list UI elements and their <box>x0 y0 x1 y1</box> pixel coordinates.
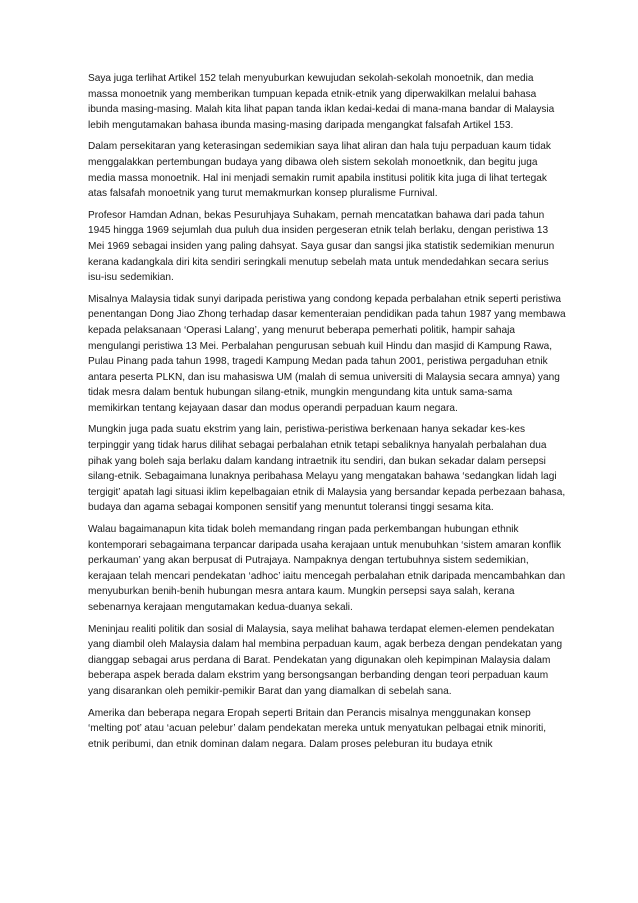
document-body <box>88 71 566 758</box>
paragraph-4: Misalnya Malaysia tidak sunyi daripada peristiwa yang condong kepada perbalahan etnik seperti peristiwa penentangan Dong Jiao Zhong terhadap dasar kementeraian pendidikan pada tahun 1987 yang membawa kepada pelaksanaan ‘Operasi Lalang’, yang menurut beberapa pemerhati politik, hampir sahaja mengulangi peristiwa 13 Mei. Perbalahan pengurusan sebuah kuil Hindu dan masjid di Kampung Rawa, Pulau Pinang pada tahun 1998, tragedi Kampung Medan pada tahun 2001, peristiwa pergaduhan etnik antara peserta PLKN, dan isu mahasiswa UM (malah di semua universiti di Malaysia secara amnya) yang tidak mesra dalam bentuk hubungan silang-etnik, mungkin mengundang kita untuk sama-sama memikirkan tentang kejayaan dasar dan modus operandi perpaduan kaum negara. <box>88 293 566 414</box>
paragraph-3: Profesor Hamdan Adnan, bekas Pesuruhjaya Suhakam, pernah mencatatkan bahawa dari pada tahun 1945 hingga 1969 sejumlah dua puluh dua insiden pergeseran etnik telah berlaku, dengan peristiwa 13 Mei 1969 sebagai insiden yang paling dahsyat. Saya gusar dan sangsi jika statistik sedemikian menurun kerana kadangkala diri kita sendiri seringkali menutup sebelah mata untuk mendedahkan secara serius isu-isu sedemikian. <box>88 209 555 284</box>
paragraph-1: Saya juga terlihat Artikel 152 telah menyuburkan kewujudan sekolah-sekolah monoetnik, dan media massa monoetnik yang memberikan tumpuan kepada etnik-etnik yang diperwakilkan melalui bahasa ibunda masing-masing. Malah kita lihat papan tanda iklan kedai-kedai di mana-mana bandar di Malaysia lebih mengutamakan bahasa ibunda masing-masing daripada mengangkat falsafah Artikel 153. <box>88 73 555 131</box>
paragraph-6: Walau bagaimanapun kita tidak boleh memandang ringan pada perkembangan hubungan ethnik kontemporari sebagaimana terpancar daripada usaha kerajaan untuk menubuhkan ‘sistem amaran konflik perkauman’ yang akan berpusat di Putrajaya. Nampaknya dengan tertubuhnya sistem sedemikian, kerajaan telah mencari pendekatan ‘adhoc’ iaitu mencegah perbalahan etnik daripada mencambahkan dan menyuburkan benih-benih hubungan mesra antara kaum. Mungkin persepsi saya salah, kerana sebenarnya kerajaan mengutamakan kedua-duanya sekali. <box>88 524 566 613</box>
paragraph-7: Meninjau realiti politik dan sosial di Malaysia, saya melihat bahawa terdapat elemen-elemen pendekatan yang diambil oleh Malaysia dalam hal membina perpaduan kaum, agak berbeza dengan pendekatan yang dianggap sebagai arus perdana di Barat. Pendekatan yang digunakan oleh kepimpinan Malaysia dalam beberapa aspek berada dalam ekstrim yang bersongsangan berbanding dengan teori perpaduan kaum yang disarankan oleh pemikir-pemikir Barat dan yang diamalkan di sebelah sana. <box>88 623 563 697</box>
paragraph-2: Dalam persekitaran yang keterasingan sedemikian saya lihat aliran dan hala tuju perpaduan kaum tidak menggalakkan pertembungan budaya yang dibawa oleh sistem sekolah monoetknik, dan begitu juga media massa monoetnik. Hal ini menjadi semakin rumit apabila institusi politik kita juga di lihat tertegak atas falsafah monoetnik yang turut memakmurkan konsep pluralisme Furnival. <box>88 141 551 200</box>
paragraph-5: Mungkin juga pada suatu ekstrim yang lain, peristiwa-peristiwa berkenaan hanya sekadar kes-kes terpinggir yang tidak harus dilihat sebagai perbalahan etnik tetapi sebaliknya hanyalah perbalahan dua pihak yang boleh saja berlaku dalam kandang intraetnik itu sendiri, dan bukan sekadar dalam persepsi silang-etnik. Sebagaimana lunaknya peribahasa Melayu yang mengatakan bahawa ‘sedangkan lidah lagi tergigit’ apatah lagi situasi iklim kepelbagaian etnik di Malaysia yang bersandar kepada perbezaan bahasa, budaya dan agama sebagai komponen sensitif yang menuntut toleransi tinggi sesama kita. <box>88 424 566 514</box>
paragraph-8: Amerika dan beberapa negara Eropah seperti Britain dan Perancis misalnya menggunakan konsep ‘melting pot’ atau ‘acuan pelebur’ dalam pendekatan mereka untuk menyatukan pelbagai etnik minoriti, etnik peribumi, dan etnik dominan dalam negara. Dalam proses peleburan itu budaya etnik <box>88 707 547 750</box>
